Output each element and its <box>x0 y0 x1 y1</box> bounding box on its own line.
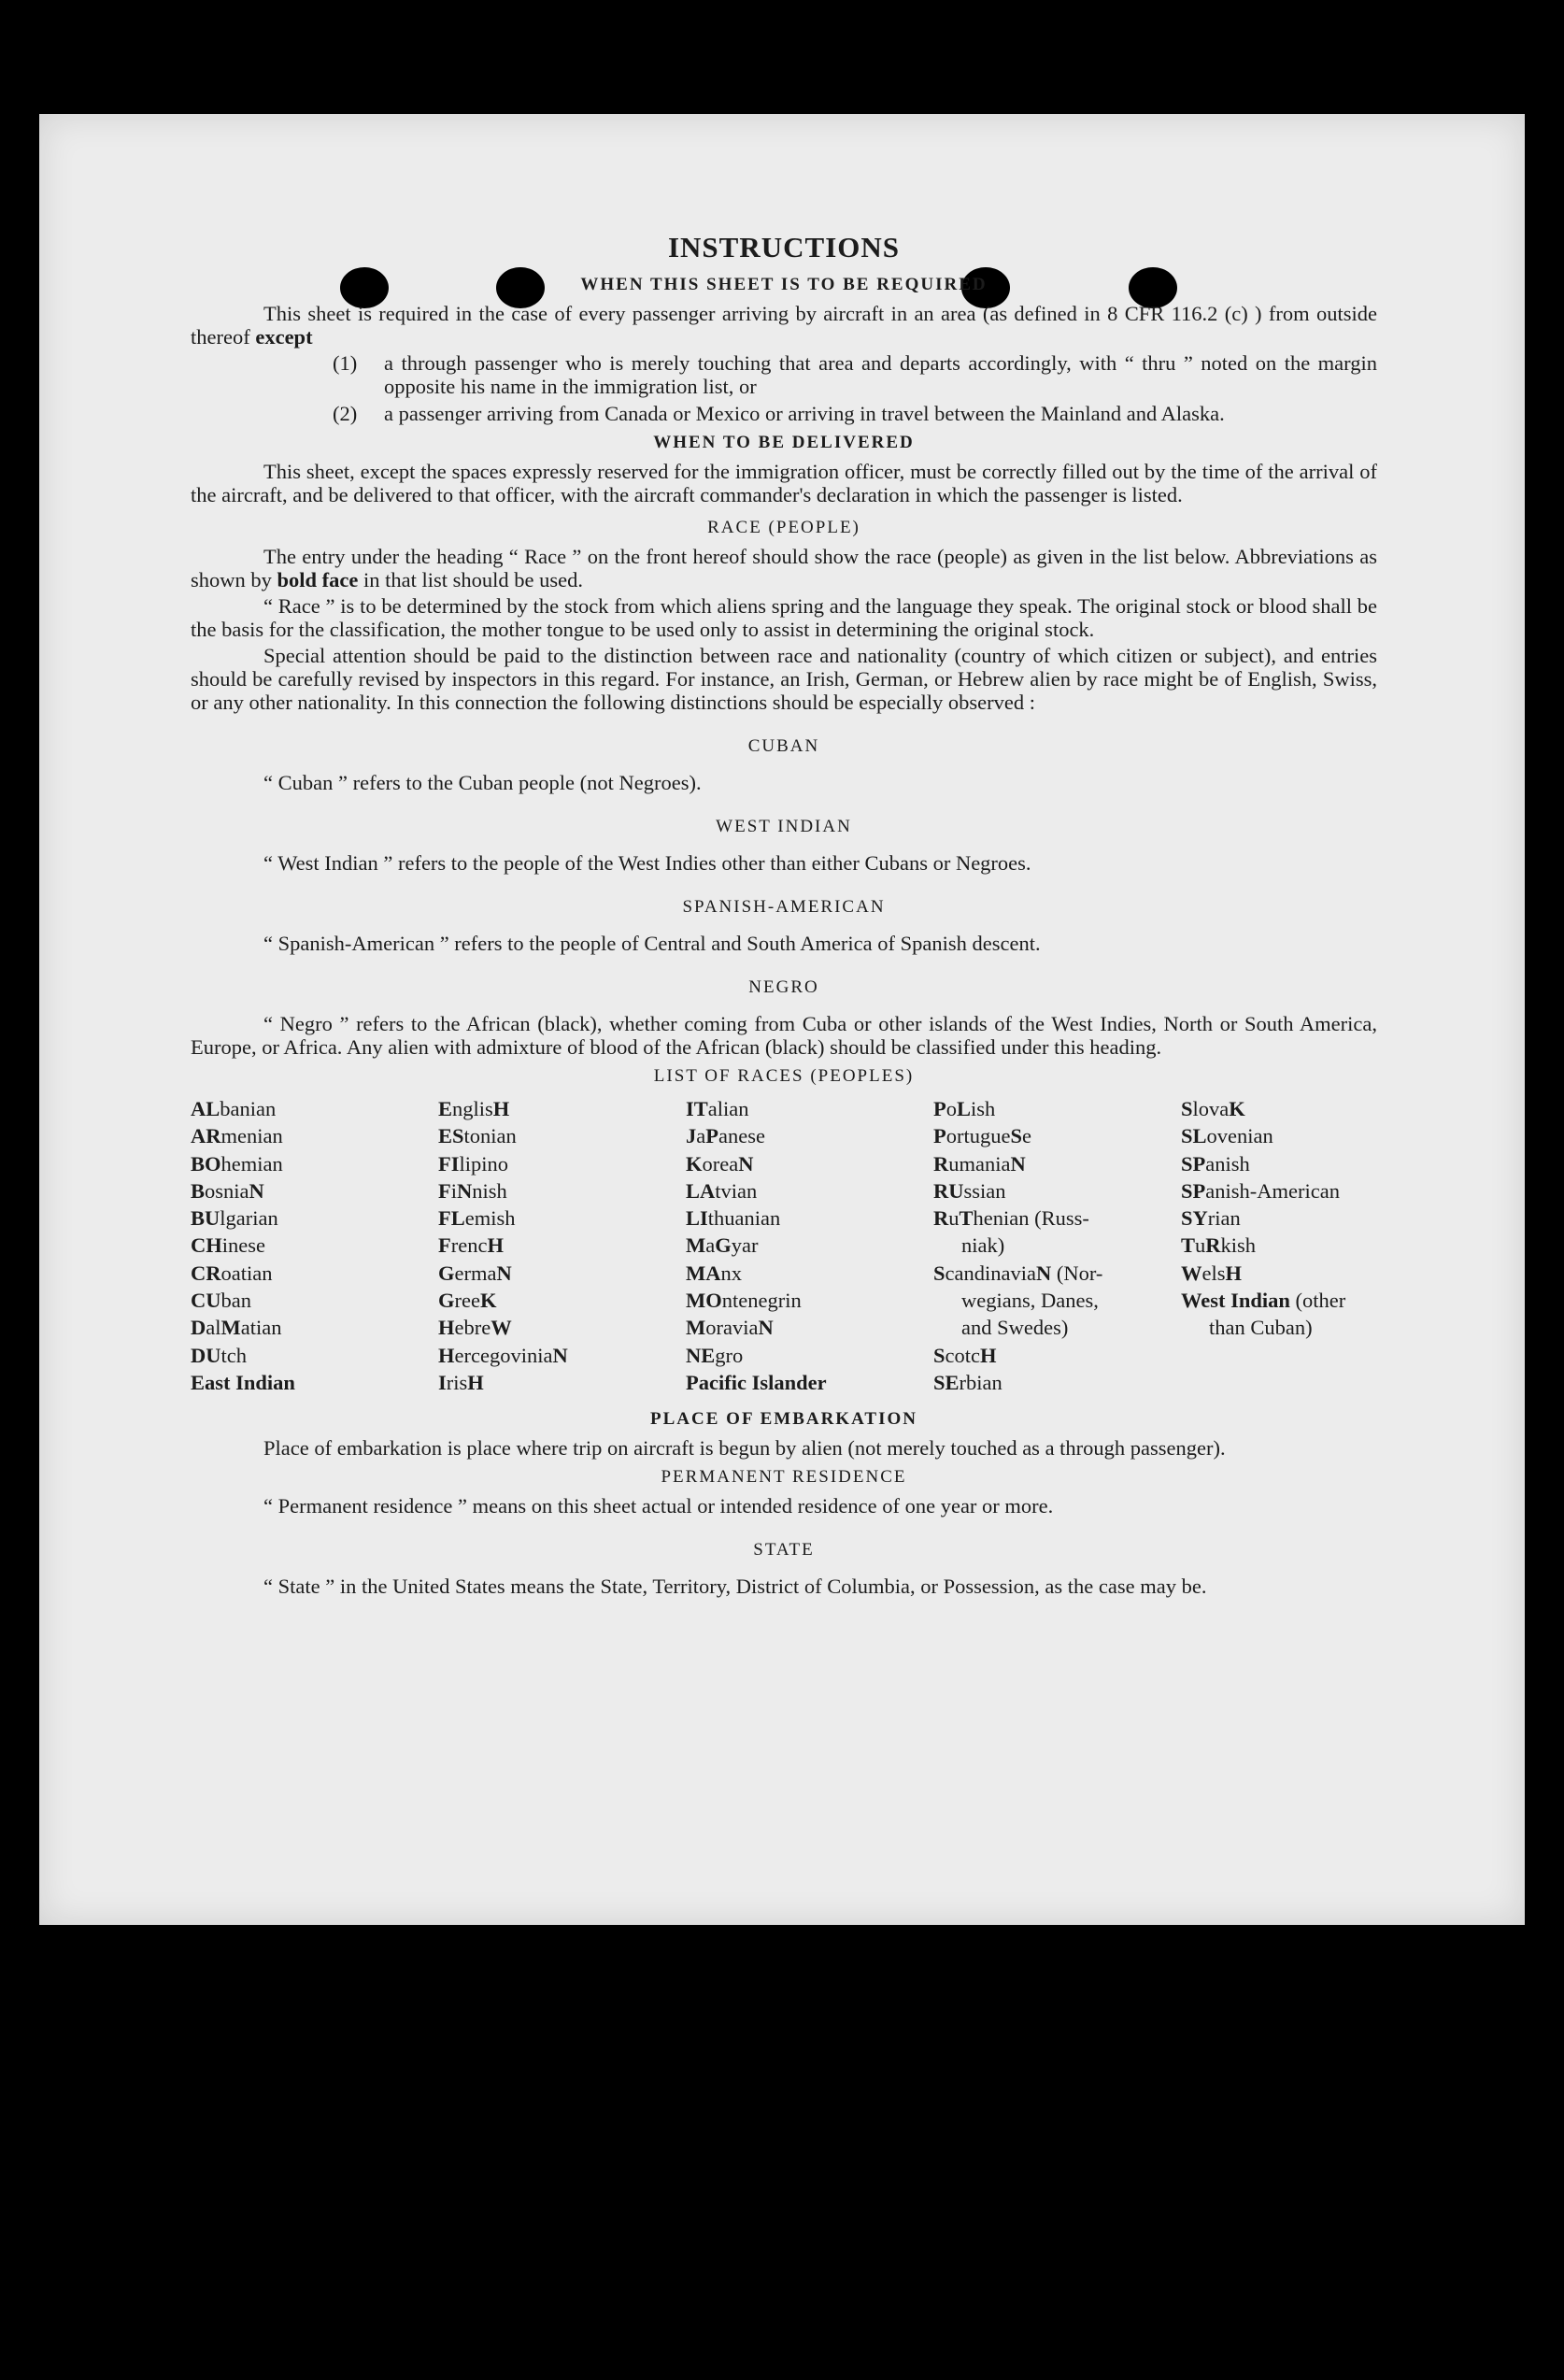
state-text: “ State ” in the United States means the State, Territory, District of Columbia, or Possession, as the case may be. <box>263 1575 1207 1599</box>
heading-when-required: WHEN THIS SHEET IS TO BE REQUIRED <box>580 275 988 294</box>
race-entry: WelsH <box>1181 1261 1243 1285</box>
race-entry: FiNnish <box>438 1178 507 1203</box>
race-entry: ITalian <box>686 1097 749 1120</box>
race-p1-after: in that list should be used. <box>363 568 584 591</box>
race-entry: HebreW <box>438 1316 512 1340</box>
race-entry: SErbian <box>933 1370 1002 1394</box>
race-entry: SlovaK <box>1181 1097 1245 1120</box>
race-entry: CHinese <box>191 1233 265 1258</box>
race-entry: MaGyar <box>686 1233 759 1258</box>
race-paragraph-3: Special attention should be paid to the distinction between race and nationality (country of which citizen or subject), and entries should be carefully revised by inspectors in this regard. For instance, an Irish, German, or Hebrew alien by race might be of English, Swiss, or any other nationality. In this connection the following distinctions should be especially observed : <box>191 644 1377 714</box>
race-entry: East Indian <box>191 1370 295 1394</box>
race-entry: RumaniaN <box>933 1151 1026 1176</box>
race-entry: EStonian <box>438 1124 517 1148</box>
race-entry: IrisH <box>438 1370 484 1394</box>
race-p1-before: The entry under the heading “ Race ” on the front hereof should show the race (people) as given in the list below. Abbreviations as shown by <box>191 545 1377 591</box>
race-entry: LAtvian <box>686 1178 758 1203</box>
heading-state: STATE <box>753 1540 815 1561</box>
race-entry: FrencH <box>438 1233 504 1258</box>
heading-when-delivered: WHEN TO BE DELIVERED <box>653 433 915 452</box>
required-intro-text: This sheet is required in the case of every passenger arriving by aircraft in an area (as defined in 8 CFR 116.2 (c) ) from outside thereof <box>191 302 1377 349</box>
race-entry: and Swedes) <box>961 1316 1069 1340</box>
residence-text: “ Permanent residence ” means on this sheet actual or intended residence of one year or more. <box>263 1494 1054 1518</box>
race-entry: NEgro <box>686 1343 744 1367</box>
race-column-2 <box>438 1095 686 1396</box>
required-item-2 <box>191 402 1377 425</box>
race-entry: niak) <box>961 1233 1005 1258</box>
race-column-1 <box>191 1095 438 1396</box>
delivered-text: This sheet, except the spaces expressly reserved for the immigration officer, must be correctly filled out by the time of the arrival of the aircraft, and be delivered to that officer, with the aircraft commander's declaration in which the passenger is listed. <box>191 460 1377 506</box>
race-paragraph-2: “ Race ” is to be determined by the stock from which aliens spring and the language they speak. The original stock or blood shall be the basis for the classification, the mother tongue to be used only to assist in determining the original stock. <box>191 594 1377 641</box>
race-entry: BOhemian <box>191 1151 283 1176</box>
race-entry: ARmenian <box>191 1124 283 1148</box>
race-entry: EnglisH <box>438 1097 510 1120</box>
instructions-content <box>191 232 1377 1601</box>
required-item-1-num: (1) <box>333 351 358 375</box>
race-entry: GermaN <box>438 1261 512 1285</box>
race-entry: CRoatian <box>191 1261 273 1285</box>
race-entry: SYrian <box>1181 1206 1241 1231</box>
race-column-5 <box>1181 1095 1377 1396</box>
required-item-2-text: a passenger arriving from Canada or Mexico or arriving in travel between the Mainland and Alaska. <box>384 402 1225 425</box>
race-entry: Pacific Islander <box>686 1370 827 1394</box>
cuban-text: “ Cuban ” refers to the Cuban people (not Negroes). <box>263 771 702 794</box>
required-item-1-text: a through passenger who is merely touching that area and departs accordingly, with “ thru ” noted on the margin opposite his name in the immigration list, or <box>384 351 1377 398</box>
races-grid <box>191 1095 1377 1396</box>
required-item-2-num: (2) <box>333 402 358 425</box>
embarkation-text: Place of embarkation is place where trip on aircraft is begun by alien (not merely touched as a through passenger). <box>263 1436 1226 1461</box>
race-entry: PortugueSe <box>933 1124 1031 1148</box>
heading-west-indian: WEST INDIAN <box>716 817 852 836</box>
race-entry: than Cuban) <box>1209 1316 1313 1340</box>
race-entry: FLemish <box>438 1206 516 1231</box>
race-entry: GreeK <box>438 1289 497 1313</box>
race-column-3 <box>686 1095 933 1396</box>
heading-spanish-american: SPANISH-AMERICAN <box>682 897 886 917</box>
race-entry: SPanish-American <box>1181 1178 1340 1203</box>
race-p1-bold: bold face <box>277 568 359 591</box>
required-intro-bold: except <box>255 325 313 349</box>
heading-embarkation: PLACE OF EMBARKATION <box>650 1409 917 1430</box>
race-entry: RuThenian (Russ- <box>933 1206 1089 1231</box>
race-entry: MoraviaN <box>686 1316 774 1340</box>
race-entry: KoreaN <box>686 1151 754 1176</box>
heading-permanent-residence: PERMANENT RESIDENCE <box>661 1467 907 1488</box>
race-entry: MOntenegrin <box>686 1289 802 1313</box>
spanish-american-text: “ Spanish-American ” refers to the people of Central and South America of Spanish descent. <box>263 932 1041 955</box>
race-entry: SLovenian <box>1181 1124 1273 1148</box>
race-entry: wegians, Danes, <box>961 1289 1099 1313</box>
race-entry: CUban <box>191 1289 251 1313</box>
heading-race: RACE (PEOPLE) <box>707 518 860 537</box>
race-entry: FIlipino <box>438 1151 509 1176</box>
page-title: INSTRUCTIONS <box>667 231 900 264</box>
race-entry: DUtch <box>191 1343 247 1367</box>
negro-text: “ Negro ” refers to the African (black), whether coming from Cuba or other islands of the West Indies, North or South America, Europe, or Africa. Any alien with admixture of blood of the African (black) should be classified under this heading. <box>191 1012 1377 1059</box>
race-entry: ScotcH <box>933 1343 997 1367</box>
race-column-4 <box>933 1095 1181 1396</box>
race-entry: HercegoviniaN <box>438 1343 568 1367</box>
required-item-1 <box>191 351 1377 398</box>
race-entry: West Indian (other <box>1181 1289 1346 1313</box>
required-intro <box>191 302 1377 349</box>
race-entry: BUlgarian <box>191 1206 278 1231</box>
race-entry: DalMatian <box>191 1316 282 1340</box>
race-entry: SPanish <box>1181 1151 1250 1176</box>
race-entry: TuRkish <box>1181 1233 1257 1258</box>
race-entry: LIthuanian <box>686 1206 781 1231</box>
race-entry: PoLish <box>933 1097 996 1120</box>
heading-cuban: CUBAN <box>747 736 820 756</box>
race-entry: JaPanese <box>686 1124 765 1148</box>
heading-list-of-races: LIST OF RACES (PEOPLES) <box>653 1066 915 1086</box>
west-indian-text: “ West Indian ” refers to the people of the West Indies other than either Cubans or Negroes. <box>263 851 1031 875</box>
race-entry: ALbanian <box>191 1097 277 1120</box>
race-entry: ScandinaviaN (Nor- <box>933 1261 1103 1285</box>
race-entry: MAnx <box>686 1261 742 1285</box>
race-entry: BosniaN <box>191 1178 264 1203</box>
race-entry: RUssian <box>933 1178 1006 1203</box>
heading-negro: NEGRO <box>748 977 819 997</box>
race-paragraph-1 <box>191 545 1377 591</box>
